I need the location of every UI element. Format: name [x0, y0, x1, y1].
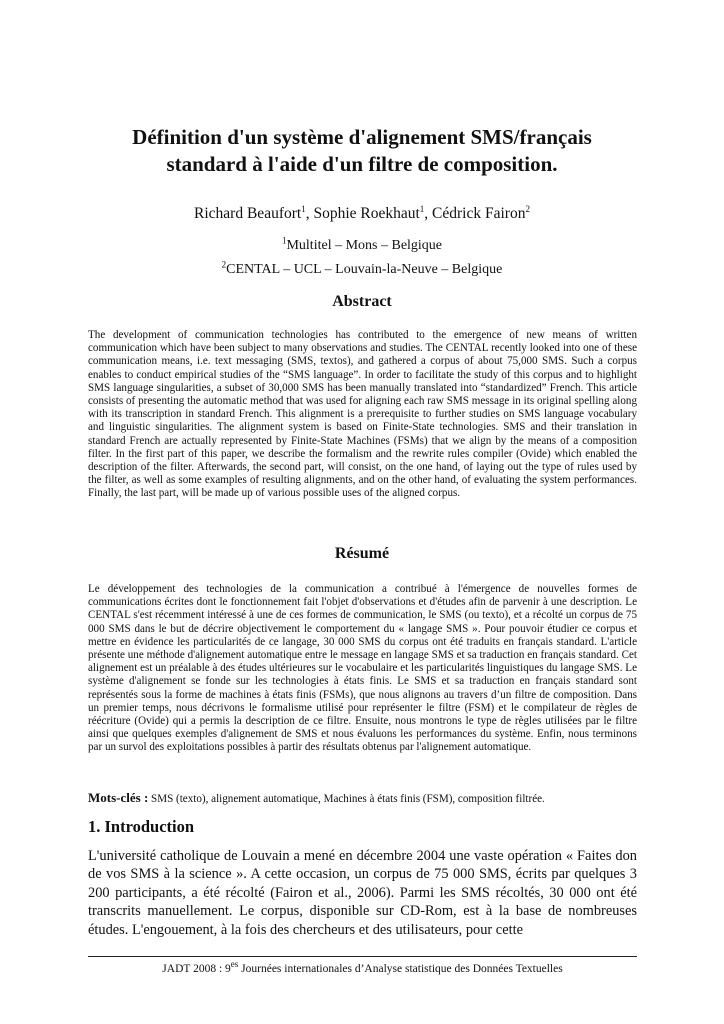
title-line-1: Définition d'un système d'alignement SMS/français — [132, 125, 592, 149]
affiliation-2 — [60, 259, 664, 278]
author-name: Richard Beaufort — [194, 205, 302, 222]
author-affiliation-mark: 1 — [301, 203, 306, 214]
affiliation-1 — [60, 235, 664, 254]
affiliation-text: Multitel – Mons – Belgique — [286, 238, 443, 253]
author-affiliation-mark: 2 — [525, 203, 530, 214]
footer-ordinal: es — [230, 959, 239, 970]
affiliation-text: CENTAL – UCL – Louvain-la-Neuve – Belgique — [226, 262, 503, 277]
keywords-line — [88, 790, 637, 806]
title-line-2: standard à l'aide d'un filtre de composition. — [166, 152, 558, 176]
author-list — [60, 205, 664, 223]
resume-heading: Résumé — [334, 545, 390, 562]
keywords-text: SMS (texto), alignement automatique, Machines à états finis (FSM), composition filtrée. — [148, 793, 545, 805]
affiliation-mark: 1 — [281, 235, 287, 246]
resume-body: Le développement des technologies de la communication a contribué à l'émergence de nouvelles formes de communications écrites dont le fonctionnement fait l'objet d'observations et d'études afin de parvenir à une description. Le CENTAL s'est récemment intéressé à une de ces formes de communication, le SMS (ou texto), et a récolté un corpus de 75 000 SMS dans le but de décrire objectivement le comportement du « langage SMS ». Pour pouvoir étudier ce corpus et mettre en évidence les particularités de ce langage, 30 000 SMS du corpus ont été traduits en français standard. L'article présente une méthode d'alignement automatique entre le message en langage SMS et sa traduction en français standard. Cet alignement est un préalable à des études ultérieures sur le vocabulaire et les particularités linguistiques du langage SMS. Le système d'alignement se fonde sur les technologies à états finis. Le SMS et sa traduction en français standard sont représentés sous la forme de machines à états finis (FSMs), que nous alignons au travers d’un filtre de composition. Dans un premier temps, nous décrivons le formalisme utilisé pour représenter le filtre (FSM) et le compilateur de règles de réécriture (Ovide) qui a permis la description de ce filtre. Ensuite, nous montrons le type de règles utilisées par le filtre ainsi que quelques exemples d'alignement de SMS et nous évaluons les performances du système. Enfin, nous terminons par un survol des exploitations possibles à partir des résultats obtenus par l'alignement automatique. — [88, 583, 637, 754]
introduction-body: L'université catholique de Louvain a mené en décembre 2004 une vaste opération « Faites don de vos SMS à la science ». A cette occasion, un corpus de 75 000 SMS, écrits par quelques 3 200 participants, a été récolté (Fairon et al., 2006). Parmi les SMS récoltés, 30 000 ont été transcrits manuellement. Le corpus, disponible sur CD-Rom, est à la base de nombreuses études. L'engouement, à la fois des chercheurs et des utilisateurs, pour cette — [88, 848, 637, 938]
author-name: , Cédrick Fairon — [424, 205, 526, 222]
abstract-body: The development of communication technologies has contributed to the emergence of new means of written communication which have been subject to many observations and studies. The CENTAL recently looked into one of these communication means, i.e. text messaging (SMS, textos), and gathered a corpus of about 75,000 SMS. Such a corpus enables to conduct empirical studies of the “SMS language”. In order to facilitate the study of this corpus and to highlight SMS language singularities, a subset of 30,000 SMS has been manually translated into “standardized” French. This article consists of presenting the automatic method that was used for aligning each raw SMS message in its original spelling along with its transcription in standard French. This alignment is a prerequisite to further studies on SMS language vocabulary and linguistic singularities. The alignment system is based on Finite-State technologies. SMS and their translation in standard French are actually represented by Finite-State Machines (FSMs) that we align by the means of a composition filter. In the first part of this paper, we describe the formalism and the rewrite rules compiler (Ovide) which enabled the description of the filter. Afterwards, the second part, will consist, on the one hand, of laying out the type of rules used by the filter, as well as some examples of resulting alignments, and on the other hand, of evaluating the system performances. Finally, the last part, will be made up of various possible uses of the aligned corpus. — [88, 329, 637, 500]
affiliation-mark: 2 — [221, 259, 227, 270]
author-name: , Sophie Roekhaut — [305, 205, 420, 222]
section-heading-introduction: 1. Introduction — [88, 817, 195, 836]
page-footer — [88, 959, 637, 975]
paper-title — [60, 124, 664, 178]
abstract-heading: Abstract — [332, 293, 392, 310]
author-affiliation-mark: 1 — [419, 203, 425, 214]
footer-text: Journées internationales d’Analyse statistique des Données Textuelles — [238, 963, 563, 975]
footer-divider — [88, 956, 637, 957]
keywords-label: Mots-clés : — [88, 790, 149, 805]
footer-text: JADT 2008 : 9 — [162, 963, 231, 975]
